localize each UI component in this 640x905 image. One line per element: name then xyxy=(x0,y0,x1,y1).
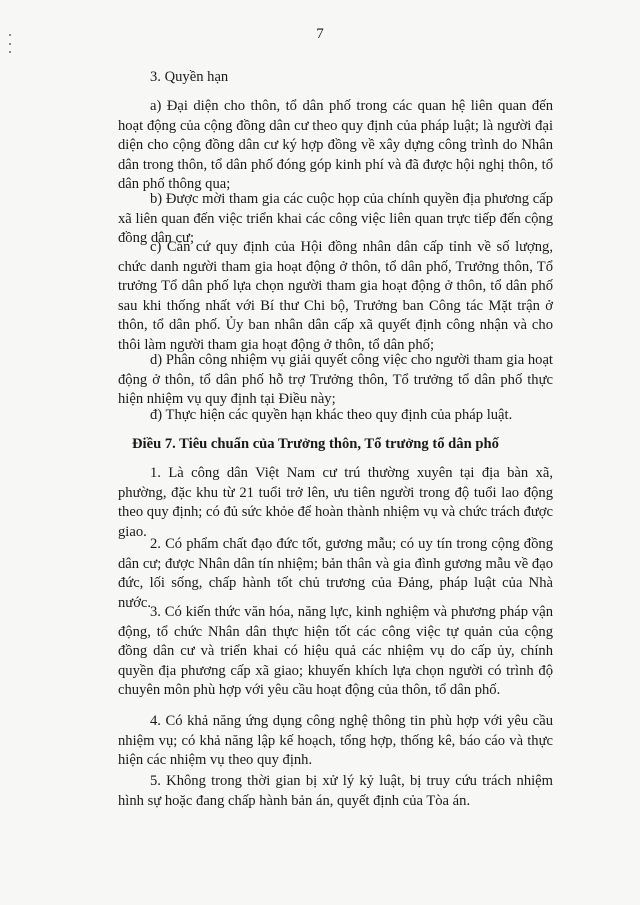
criteria-item-4: 4. Có khả năng ứng dụng công nghệ thông tin phù hợp với yêu cầu nhiệm vụ; có khả năng lập kế hoạch, tổng hợp, thống kê, báo cáo và thực hiện các nhiệm vụ theo quy định. xyxy=(118,713,553,769)
article-heading: Điều 7. Tiêu chuẩn của Trưởng thôn, Tổ trưởng tổ dân phố xyxy=(132,436,499,452)
rights-item-d: d) Phân công nhiệm vụ giải quyết công việc cho người tham gia hoạt động ở thôn, tổ dân phố hỗ trợ Trưởng thôn, Tổ trưởng tổ dân phố thực hiện nhiệm vụ quy định tại Điều này; xyxy=(118,352,553,408)
rights-item-a: a) Đại diện cho thôn, tổ dân phố trong các quan hệ liên quan đến hoạt động của cộng đồng dân cư theo quy định của pháp luật; là người đại diện cho cộng đồng dân cư ký hợp đồng về xây dựng công trình do Nhân dân trong thôn, tổ dân phố đóng góp kinh phí và đã được hội nghị thôn, tổ dân phố thông qua; xyxy=(118,98,553,193)
criteria-item-2: 2. Có phẩm chất đạo đức tốt, gương mẫu; có uy tín trong cộng đồng dân cư; được Nhân dân tín nhiệm; bản thân và gia đình gương mẫu về đạo đức, lối sống, chấp hành tốt chủ trương của Đảng, pháp luật của Nhà nước. xyxy=(118,536,553,611)
section-heading: 3. Quyền hạn xyxy=(150,69,229,85)
scan-mark xyxy=(9,43,11,45)
scan-mark xyxy=(9,51,11,53)
criteria-item-1: 1. Là công dân Việt Nam cư trú thường xuyên tại địa bàn xã, phường, đặc khu từ 21 tuổi trở lên, ưu tiên người trong độ tuổi lao động theo quy định; có đủ sức khỏe để hoàn thành nhiệm vụ và chức trách được giao. xyxy=(118,465,553,540)
criteria-item-5: 5. Không trong thời gian bị xử lý kỷ luật, bị truy cứu trách nhiệm hình sự hoặc đang chấp hành bản án, quyết định của Tòa án. xyxy=(118,773,553,809)
criteria-item-3: 3. Có kiến thức văn hóa, năng lực, kinh nghiệm và phương pháp vận động, tổ chức Nhân dân thực hiện tốt các công việc tự quản của cộng đồng dân cư và triển khai có hiệu quả các nhiệm vụ do cấp ủy, chính quyền địa phương cấp xã giao; khuyến khích lựa chọn người có trình độ chuyên môn phù hợp với yêu cầu hoạt động của thôn, tổ dân phố. xyxy=(118,604,553,699)
rights-item-c: c) Căn cứ quy định của Hội đồng nhân dân cấp tỉnh về số lượng, chức danh người tham gia hoạt động ở thôn, tổ dân phố, Trưởng thôn, Tổ trưởng Tổ dân phố lựa chọn người tham gia hoạt động ở thôn, tổ dân phố sau khi thống nhất với Bí thư Chi bộ, Trưởng ban Công tác Mặt trận ở thôn, tổ dân phố. Ủy ban nhân dân cấp xã quyết định công nhận và cho thôi làm người tham gia hoạt động ở thôn, tổ dân phố; xyxy=(118,239,553,353)
page-number: 7 xyxy=(316,26,324,42)
rights-item-b: b) Được mời tham gia các cuộc họp của chính quyền địa phương cấp xã liên quan đến việc triển khai các công việc liên quan trực tiếp đến cộng đồng dân cư; xyxy=(118,191,553,247)
rights-item-dd: đ) Thực hiện các quyền hạn khác theo quy định của pháp luật. xyxy=(150,407,513,423)
